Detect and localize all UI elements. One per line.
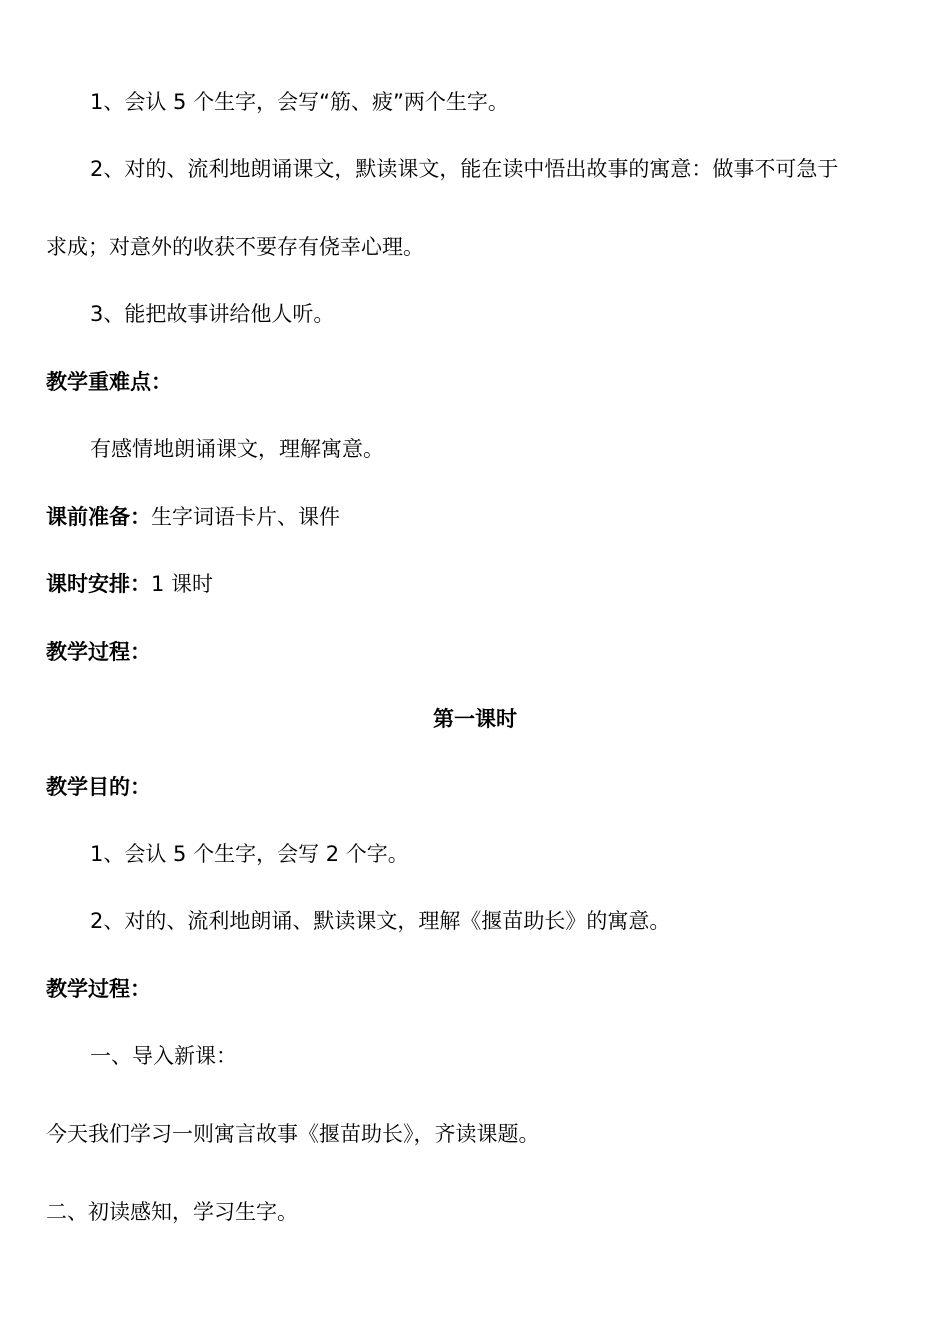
preparation-line <box>46 503 340 531</box>
objective-item-2-line-1: 2、对的、流利地朗诵课文，默读课文，能在读中悟出故事的寓意：做事不可急于 <box>90 157 839 181</box>
lesson-purpose-item-1: 1、会认 5 个生字，会写 2 个字。 <box>90 842 409 866</box>
lesson-title: 第一课时 <box>433 707 517 731</box>
lesson-purpose-heading: 教学目的： <box>46 775 151 799</box>
process-heading: 教学过程： <box>46 640 151 664</box>
lesson-step-2: 二、初读感知，学习生字。 <box>46 1200 298 1224</box>
lesson-step-1: 一、导入新课： <box>90 1044 237 1068</box>
lesson-purpose-item-2: 2、对的、流利地朗诵、默读课文，理解《揠苗助长》的寓意。 <box>90 909 671 933</box>
schedule-text: 1 课时 <box>151 572 214 596</box>
objective-item-2-line-2: 求成；对意外的收获不要存有侥幸心理。 <box>46 235 424 259</box>
preparation-label: 课前准备： <box>46 505 151 529</box>
key-points-text: 有感情地朗诵课文，理解寓意。 <box>90 437 384 461</box>
schedule-line <box>46 570 213 598</box>
objective-item-3: 3、能把故事讲给他人听。 <box>90 302 335 326</box>
lesson-process-heading: 教学过程： <box>46 977 151 1001</box>
schedule-label: 课时安排： <box>46 572 151 596</box>
objective-item-1: 1、会认 5 个生字，会写“筋、疲”两个生字。 <box>90 90 509 114</box>
key-points-heading: 教学重难点： <box>46 370 172 394</box>
preparation-text: 生字词语卡片、课件 <box>151 505 340 529</box>
lesson-step-1-text: 今天我们学习一则寓言故事《揠苗助长》，齐读课题。 <box>46 1122 540 1146</box>
